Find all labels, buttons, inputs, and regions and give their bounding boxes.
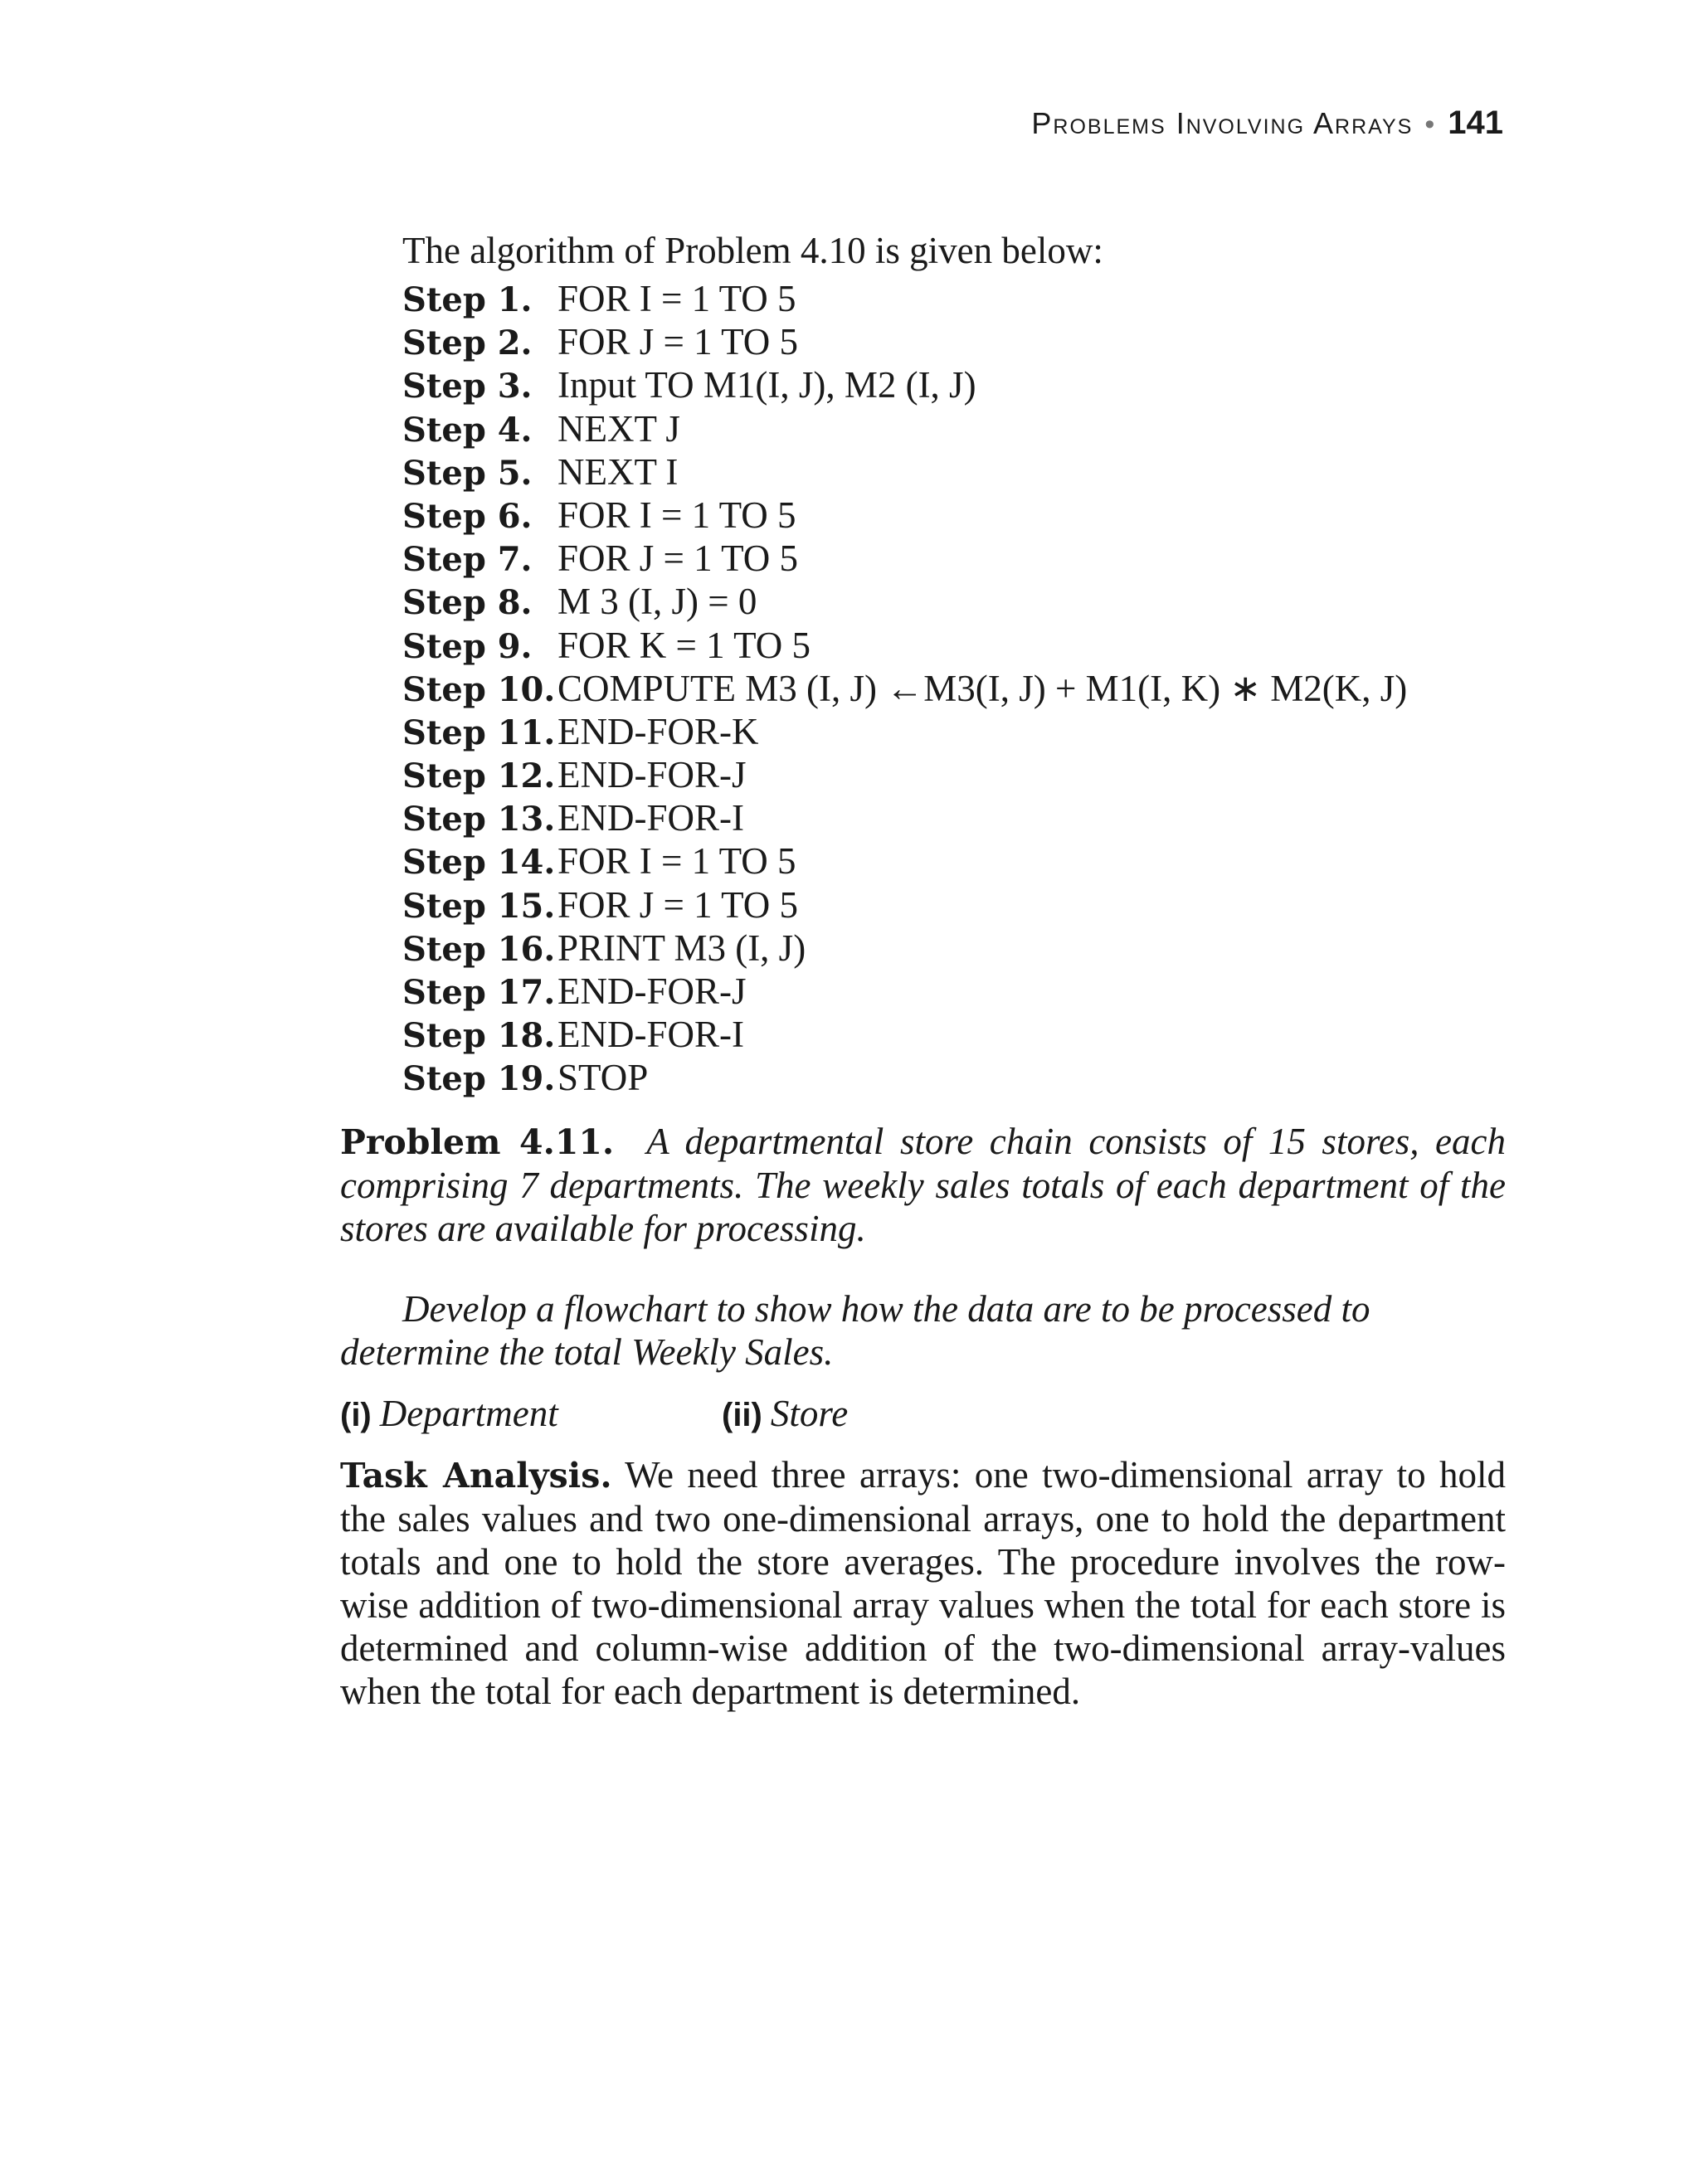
step-text: END-FOR-J — [557, 754, 747, 796]
step-text: COMPUTE M3 (I, J) ←M3(I, J) + M1(I, K) ∗ M2(K, J) — [557, 667, 1408, 709]
option-item — [340, 1392, 722, 1437]
task-analysis — [340, 1453, 1506, 1713]
step-text: END-FOR-K — [557, 710, 759, 752]
step-item — [402, 537, 1506, 580]
step-label: Step 6. — [402, 496, 533, 536]
step-item — [402, 494, 1506, 537]
step-label: Step 3. — [402, 367, 533, 406]
step-item — [402, 667, 1506, 710]
page-number: 141 — [1448, 105, 1503, 141]
step-item — [402, 1013, 1506, 1056]
step-item — [402, 277, 1506, 320]
step-item — [402, 407, 1506, 450]
option-label: (i) — [340, 1396, 372, 1433]
step-item — [402, 796, 1506, 839]
step-item — [402, 450, 1506, 494]
step-item — [402, 320, 1506, 363]
step-item — [402, 624, 1506, 667]
option-text: Department — [379, 1392, 558, 1434]
option-item — [722, 1392, 848, 1437]
step-label: Step 5. — [402, 453, 533, 493]
option-label: (ii) — [722, 1396, 762, 1433]
step-label: Step 15. — [402, 886, 556, 926]
step-label: Step 12. — [402, 756, 556, 796]
step-label: Step 19. — [402, 1059, 556, 1099]
step-item — [402, 1056, 1506, 1099]
page-content — [340, 229, 1506, 1750]
step-text: END-FOR-J — [557, 970, 747, 1012]
step-text: END-FOR-I — [557, 797, 744, 839]
algorithm-steps — [402, 277, 1506, 1100]
problem-text: A departmental store chain consists of 15 stores, each comprising 7 departments. The weekly sales totals of each department of the stores are available for processing. — [340, 1120, 1506, 1249]
step-label: Step 11. — [402, 713, 556, 752]
step-item — [402, 580, 1506, 623]
step-text: NEXT J — [557, 407, 680, 450]
step-label: Step 10. — [402, 669, 556, 709]
step-text: FOR I = 1 TO 5 — [557, 494, 796, 536]
step-label: Step 2. — [402, 323, 533, 363]
step-label: Step 4. — [402, 410, 533, 450]
step-text: PRINT M3 (I, J) — [557, 927, 806, 969]
header-bullet: • — [1424, 109, 1437, 140]
step-text: M 3 (I, J) = 0 — [557, 581, 757, 623]
step-text: STOP — [557, 1057, 649, 1099]
step-text: FOR J = 1 TO 5 — [557, 537, 799, 580]
step-item — [402, 970, 1506, 1013]
problem-label: Problem 4.11. — [340, 1121, 615, 1162]
task-analysis-label: Task Analysis. — [340, 1455, 612, 1496]
step-item — [402, 753, 1506, 796]
step-label: Step 7. — [402, 540, 533, 580]
step-text: END-FOR-I — [557, 1014, 744, 1056]
step-label: Step 9. — [402, 626, 533, 666]
step-item — [402, 710, 1506, 753]
step-label: Step 1. — [402, 280, 533, 319]
algorithm-intro: The algorithm of Problem 4.10 is given below: — [402, 230, 1103, 271]
step-text: Input TO M1(I, J), M2 (I, J) — [557, 364, 976, 406]
step-item — [402, 927, 1506, 970]
step-label: Step 18. — [402, 1016, 556, 1056]
step-text: FOR J = 1 TO 5 — [557, 883, 799, 926]
problem-instruction: Develop a flowchart to show how the data are to be processed to determine the total Weekly Sales. — [340, 1287, 1370, 1373]
step-item — [402, 363, 1506, 406]
step-label: Step 8. — [402, 583, 533, 623]
step-label: Step 13. — [402, 800, 556, 839]
option-text: Store — [770, 1392, 849, 1434]
step-text: FOR J = 1 TO 5 — [557, 321, 799, 363]
task-analysis-text: We need three arrays: one two-dimensional array to hold the sales values and two one-dimensional arrays, one to hold the department totals and one to hold the store averages. The procedure involves the row-wise addition of two-dimensional array values when the total for each store is determined and column-wise addition of the two-dimensional array-values when the total for each department is determined. — [340, 1453, 1507, 1712]
step-item — [402, 839, 1506, 883]
step-text: FOR I = 1 TO 5 — [557, 840, 796, 883]
step-label: Step 17. — [402, 973, 556, 1012]
step-text: FOR K = 1 TO 5 — [557, 624, 811, 666]
running-header — [1031, 105, 1503, 142]
running-header-title: Problems Involving Arrays — [1031, 106, 1414, 140]
problem-options — [340, 1392, 1506, 1437]
step-item — [402, 883, 1506, 927]
step-text: NEXT I — [557, 450, 679, 493]
step-text: FOR I = 1 TO 5 — [557, 278, 796, 319]
step-label: Step 16. — [402, 929, 556, 969]
problem-statement — [340, 1120, 1506, 1250]
step-label: Step 14. — [402, 843, 556, 883]
